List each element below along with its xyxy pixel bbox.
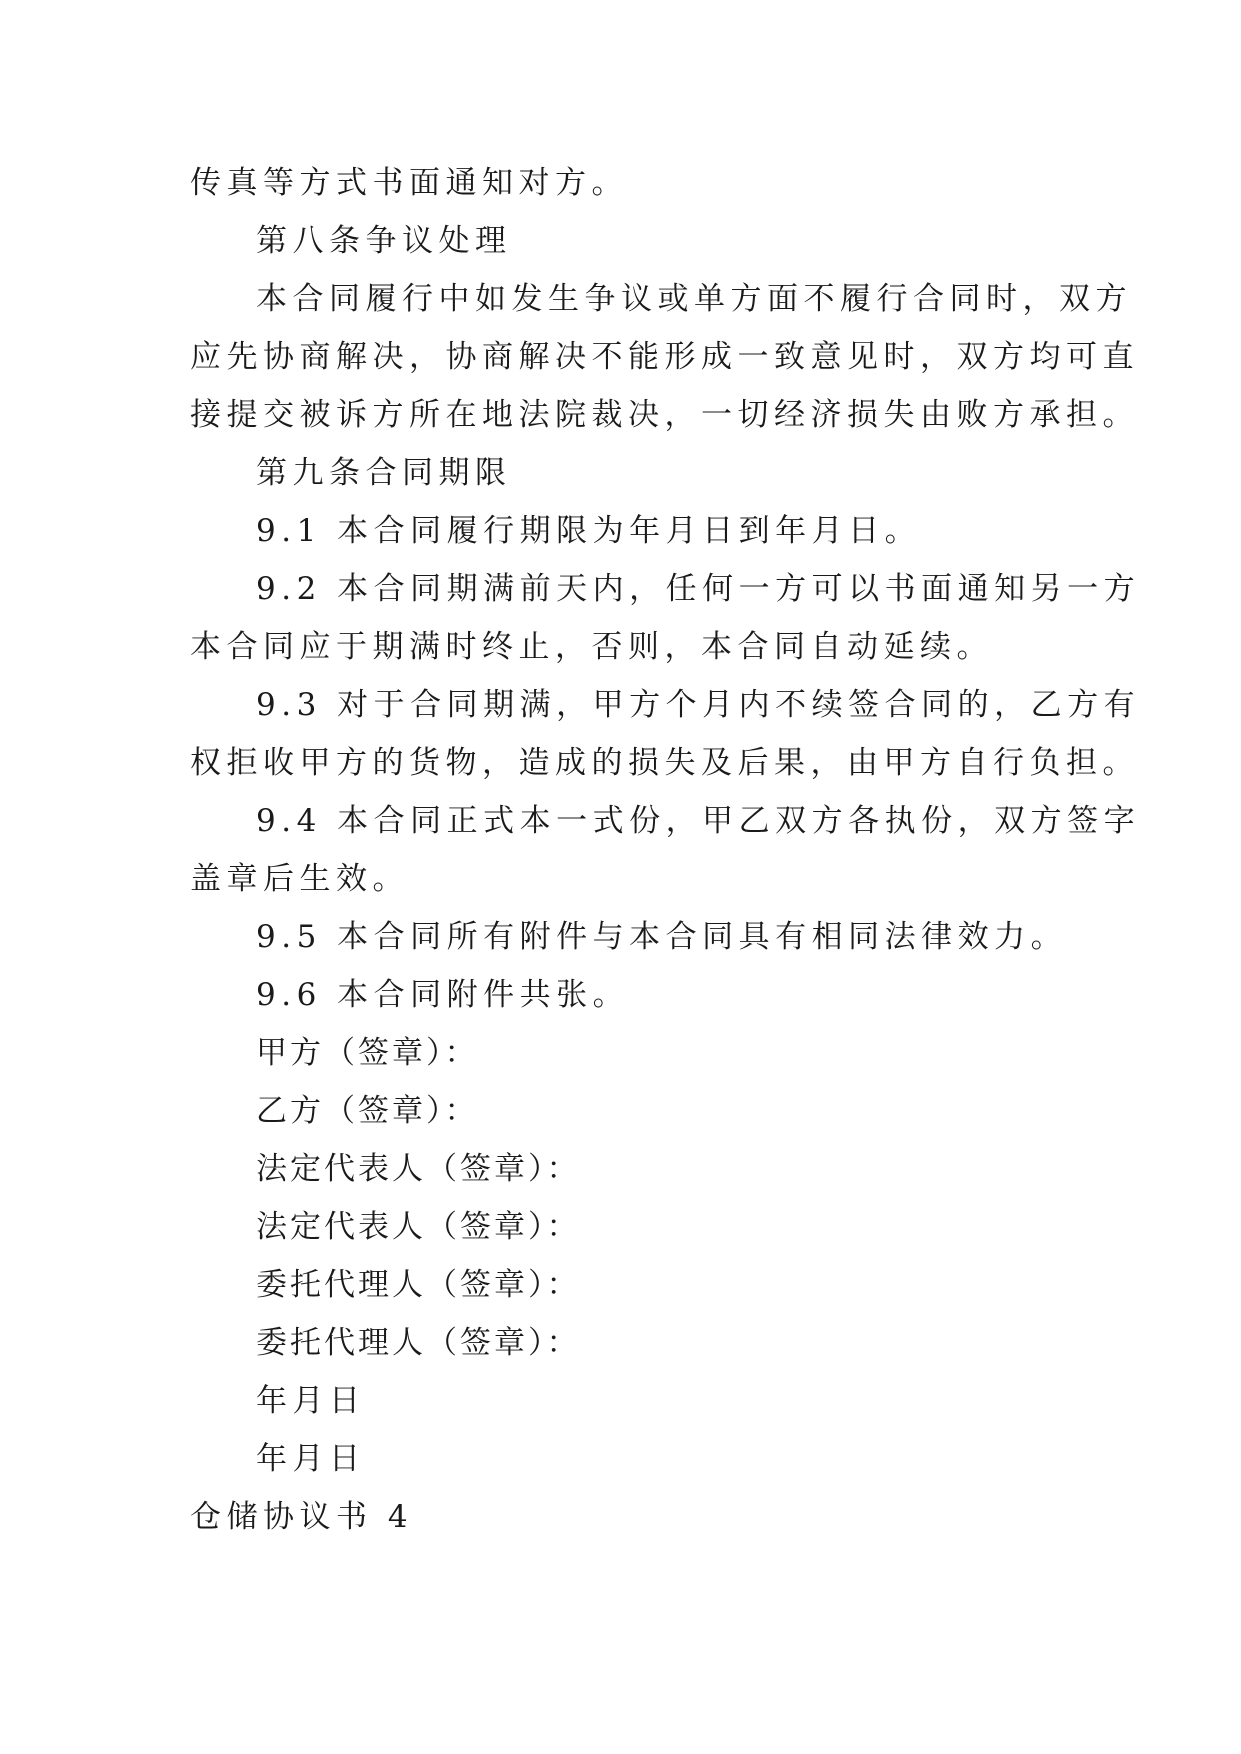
article-heading: 第八条争议处理 [256, 223, 512, 259]
section-title: 仓储协议书 4 [190, 1499, 414, 1535]
clause-line: 9.4 本合同正式本一式份，甲乙双方各执份，双方签字 [256, 803, 1141, 839]
authorized-agent-b: 委托代理人（签章）： [256, 1325, 581, 1361]
signature-party-b: 乙方（签章）： [256, 1093, 479, 1129]
paragraph-line: 本合同应于期满时终止，否则，本合同自动延续。 [190, 629, 993, 665]
clause-line: 9.3 对于合同期满，甲方个月内不续签合同的，乙方有 [256, 687, 1141, 723]
paragraph-line: 本合同履行中如发生争议或单方面不履行合同时，双方 [256, 281, 1132, 317]
paragraph-line: 传真等方式书面通知对方。 [190, 165, 628, 201]
paragraph-line: 盖章后生效。 [190, 861, 409, 897]
clause-line: 9.2 本合同期满前天内，任何一方可以书面通知另一方 [256, 571, 1141, 607]
legal-representative-b: 法定代表人（签章）： [256, 1209, 581, 1245]
paragraph-line: 接提交被诉方所在地法院裁决，一切经济损失由败方承担。 [190, 397, 1139, 433]
authorized-agent-a: 委托代理人（签章）： [256, 1267, 581, 1303]
clause-line: 9.6 本合同附件共张。 [256, 977, 630, 1013]
date-line-b: 年月日 [256, 1441, 366, 1477]
legal-representative-a: 法定代表人（签章）： [256, 1151, 581, 1187]
article-heading: 第九条合同期限 [256, 455, 512, 491]
signature-party-a: 甲方（签章）： [256, 1035, 479, 1071]
date-line-a: 年月日 [256, 1383, 366, 1419]
clause-line: 9.1 本合同履行期限为年月日到年月日。 [256, 513, 922, 549]
paragraph-line: 权拒收甲方的货物，造成的损失及后果，由甲方自行负担。 [190, 745, 1139, 781]
paragraph-line: 应先协商解决，协商解决不能形成一致意见时，双方均可直 [190, 339, 1139, 375]
clause-line: 9.5 本合同所有附件与本合同具有相同法律效力。 [256, 919, 1068, 955]
